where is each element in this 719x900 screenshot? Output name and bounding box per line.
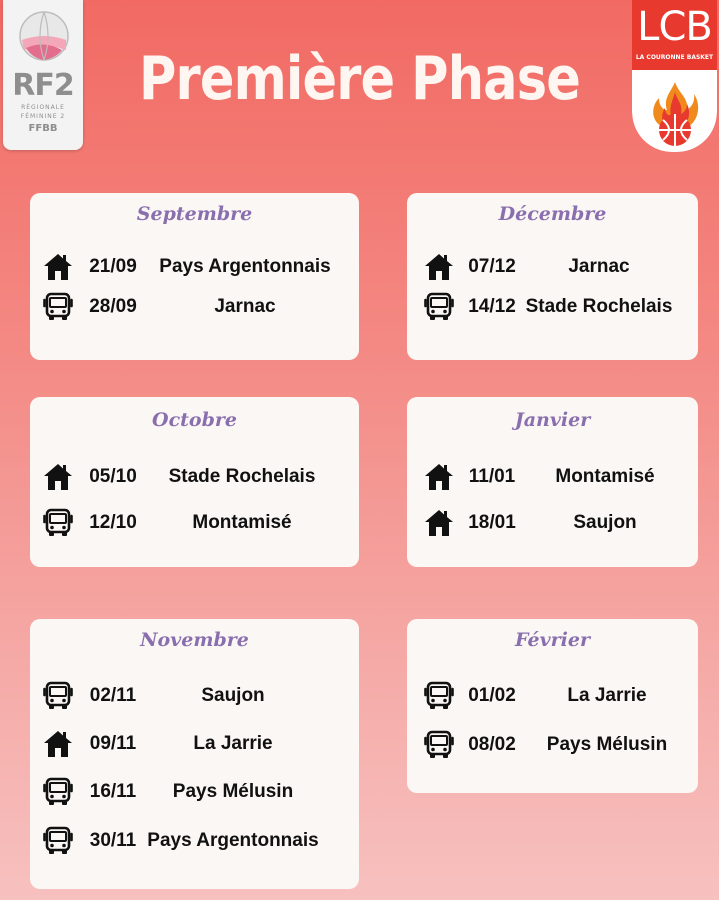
bus-icon	[423, 291, 455, 323]
ffbb-text: FFBB	[28, 123, 58, 134]
game-date: 14/12	[468, 296, 516, 317]
game-date: 09/11	[89, 733, 137, 754]
month-title: Février	[515, 629, 590, 651]
game-row	[407, 507, 698, 539]
opponent-name: Pays Argentonnais	[159, 256, 331, 277]
home-icon	[42, 461, 74, 493]
home-icon	[423, 461, 455, 493]
home-icon	[42, 728, 74, 760]
page-title: Première Phase	[139, 44, 580, 114]
bus-icon	[423, 729, 455, 761]
game-row	[30, 291, 359, 323]
game-row	[30, 507, 359, 539]
rf2-line2: FÉMININE 2	[20, 113, 66, 120]
opponent-name: Pays Mélusin	[546, 734, 668, 755]
bus-icon	[423, 680, 455, 712]
month-card-février	[407, 619, 698, 793]
opponent-name: Saujon	[201, 685, 265, 706]
game-date: 05/10	[89, 466, 137, 487]
opponent-name: La Jarrie	[567, 685, 647, 706]
month-card-décembre	[407, 193, 698, 360]
game-date: 28/09	[89, 296, 137, 317]
month-title: Octobre	[152, 409, 237, 431]
game-date: 12/10	[89, 512, 137, 533]
opponent-name: Stade Rochelais	[525, 296, 673, 317]
game-row	[30, 680, 359, 712]
game-row	[30, 251, 359, 283]
month-title: Septembre	[136, 203, 253, 225]
opponent-name: Montamisé	[555, 466, 655, 487]
game-date: 16/11	[89, 781, 137, 802]
bus-icon	[42, 680, 74, 712]
game-row	[407, 461, 698, 493]
game-row	[30, 825, 359, 857]
bus-icon	[42, 776, 74, 808]
home-icon	[42, 251, 74, 283]
month-title: Décembre	[498, 203, 607, 225]
opponent-name: La Jarrie	[193, 733, 273, 754]
game-row	[407, 291, 698, 323]
home-icon	[423, 507, 455, 539]
game-row	[407, 729, 698, 761]
game-row	[30, 728, 359, 760]
game-date: 18/01	[468, 512, 516, 533]
rf2-logo-text: RF2	[12, 68, 74, 103]
game-row	[30, 461, 359, 493]
opponent-name: Pays Argentonnais	[147, 830, 319, 851]
bus-icon	[42, 825, 74, 857]
game-row	[407, 251, 698, 283]
home-icon	[423, 251, 455, 283]
game-date: 08/02	[468, 734, 516, 755]
opponent-name: Pays Mélusin	[172, 781, 294, 802]
lcb-logo	[632, 0, 717, 152]
bus-icon	[42, 291, 74, 323]
month-card-septembre	[30, 193, 359, 360]
game-date: 11/01	[468, 466, 516, 487]
game-date: 30/11	[89, 830, 137, 851]
opponent-name: Montamisé	[192, 512, 292, 533]
game-date: 01/02	[468, 685, 516, 706]
game-date: 21/09	[89, 256, 137, 277]
game-date: 07/12	[468, 256, 516, 277]
opponent-name: Jarnac	[214, 296, 276, 317]
lcb-logo-text: LCB	[637, 4, 712, 50]
opponent-name: Jarnac	[568, 256, 630, 277]
rf2-logo	[3, 0, 83, 150]
bus-icon	[42, 507, 74, 539]
opponent-name: Stade Rochelais	[168, 466, 316, 487]
month-card-novembre	[30, 619, 359, 889]
game-row	[407, 680, 698, 712]
game-row	[30, 776, 359, 808]
flaming-basketball-icon	[649, 80, 701, 148]
lcb-logo-subtitle: LA COURONNE BASKET	[635, 54, 714, 61]
basketball-icon	[18, 10, 70, 62]
month-title: Novembre	[140, 629, 249, 651]
month-title: Janvier	[514, 409, 591, 431]
game-date: 02/11	[89, 685, 137, 706]
month-card-janvier	[407, 397, 698, 567]
month-card-octobre	[30, 397, 359, 567]
rf2-line1: RÉGIONALE	[21, 104, 65, 111]
opponent-name: Saujon	[573, 512, 637, 533]
